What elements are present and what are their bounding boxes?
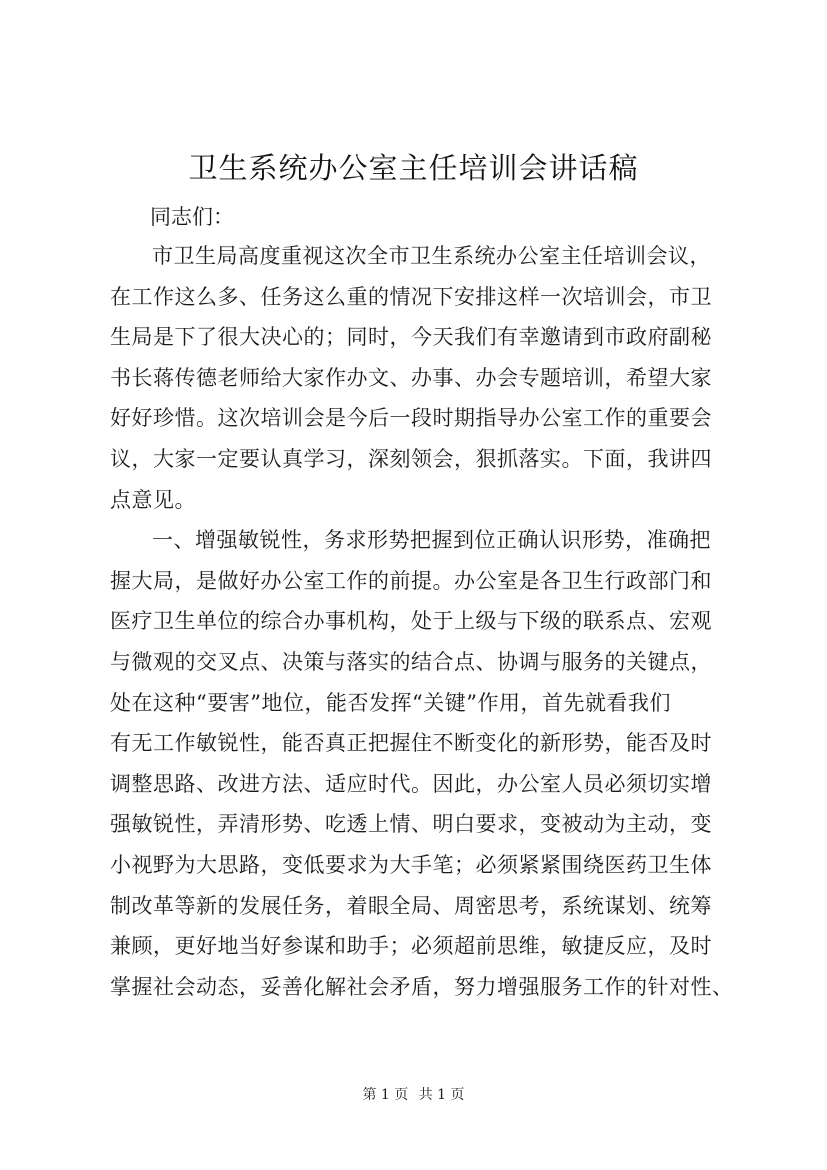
text-line: 在工作这么多、任务这么重的情况下安排这样一次培训会，市卫: [110, 284, 712, 309]
paragraph-2: [110, 520, 740, 1007]
page-footer: [0, 1085, 827, 1105]
page-total: 共 1 页: [418, 1087, 465, 1103]
paragraph-1: [110, 236, 740, 520]
salutation: 同志们：: [150, 205, 234, 229]
text-line: 市卫生局高度重视这次全市卫生系统办公室主任培训会议，: [152, 244, 711, 268]
text-line: 强敏锐性，弄清形势、吃透上情、明白要求，变被动为主动，变: [110, 812, 712, 837]
text-line: 小视野为大思路，变低要求为大手笔；必须紧紧围绕医药卫生体: [110, 852, 712, 877]
text-line: 掌握社会动态，妥善化解社会矛盾，努力增强服务工作的针对性、: [110, 974, 734, 999]
text-line: 点意见。: [110, 487, 196, 512]
text-line: 握大局，是做好办公室工作的前提。办公室是各卫生行政部门和: [110, 568, 712, 593]
text-line: 处在这种“要害”地位，能否发挥“关键”作用，首先就看我们: [110, 690, 671, 715]
text-line: 书长蒋传德老师给大家作办文、办事、办会专题培训，希望大家: [110, 365, 712, 390]
document-body: [110, 236, 740, 1007]
text-line: 好好珍惜。这次培训会是今后一段时期指导办公室工作的重要会: [110, 406, 712, 431]
page-number: 第 1 页: [362, 1087, 409, 1103]
text-line: 议，大家一定要认真学习，深刻领会，狠抓落实。下面，我讲四: [110, 446, 712, 471]
text-line: 制改革等新的发展任务，着眼全局、周密思考，系统谋划、统筹: [110, 893, 712, 918]
text-line: 医疗卫生单位的综合办事机构，处于上级与下级的联系点、宏观: [110, 609, 712, 634]
text-line: 生局是下了很大决心的；同时，今天我们有幸邀请到市政府副秘: [110, 325, 712, 350]
text-line: 一、增强敏锐性，务求形势把握到位正确认识形势，准确把: [152, 528, 711, 553]
document-title: 卫生系统办公室主任培训会讲话稿: [188, 151, 639, 185]
text-line: 与微观的交叉点、决策与落实的结合点、协调与服务的关键点，: [110, 649, 712, 674]
text-line: 有无工作敏锐性，能否真正把握住不断变化的新形势，能否及时: [110, 731, 712, 756]
text-line: 兼顾，更好地当好参谋和助手；必须超前思维，敏捷反应，及时: [110, 934, 712, 959]
text-line: 调整思路、改进方法、适应时代。因此，办公室人员必须切实增: [110, 771, 712, 796]
